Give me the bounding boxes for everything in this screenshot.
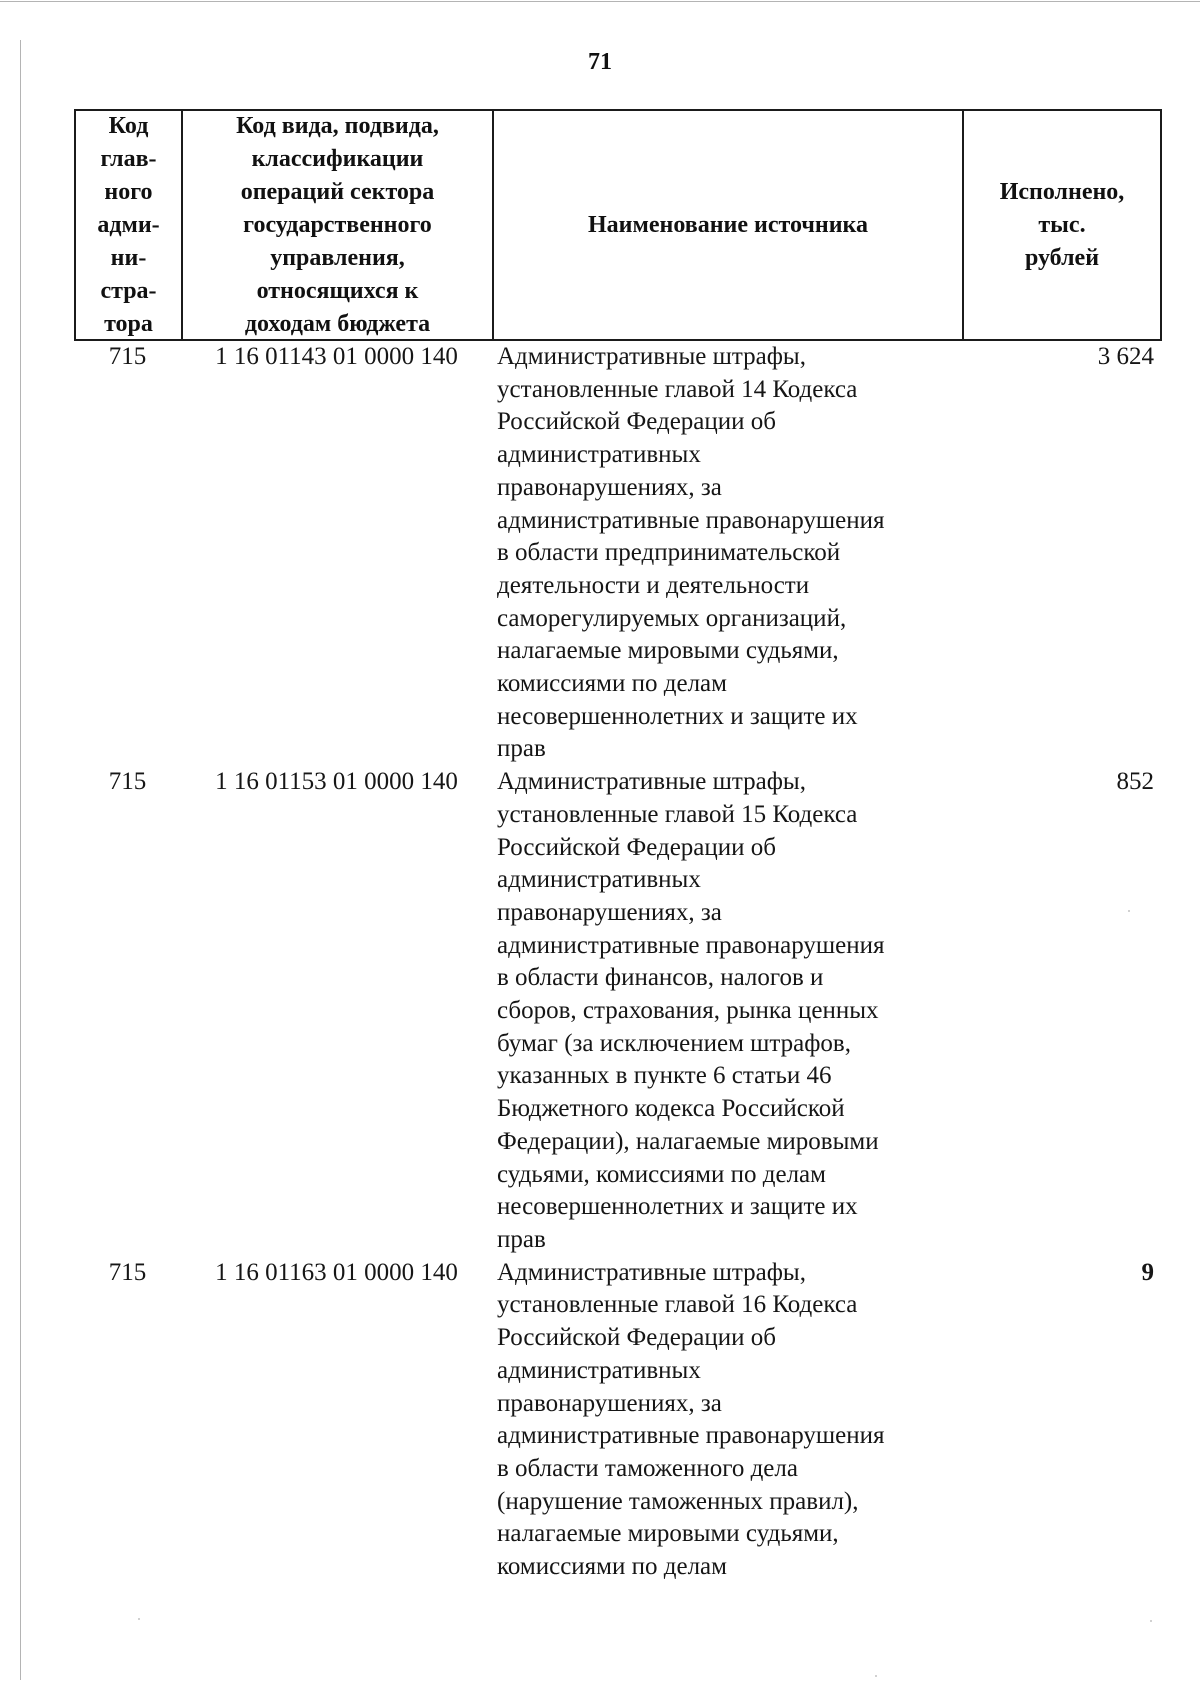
admin-code-cell: 715 — [108, 343, 147, 370]
amount-cell: 9 — [1141, 1258, 1154, 1286]
scan-speck — [1150, 1620, 1152, 1622]
table-row — [74, 341, 1162, 766]
source-name-cell: Административные штрафы, установленные главой 15 Кодекса Российской Федерации об административных правонарушениях, за административные правонарушения в области финансов, налогов и сборов, страхования, рынка ценных бумаг (за исключением штрафов, указанных в пункте 6 статьи 46 Бюджетного кодекса Российской Федерации), налагаемые мировыми судьями, комиссиями по делам несовершеннолетних и защите их прав — [497, 768, 885, 1253]
scan-speck — [875, 1675, 877, 1677]
scan-left-edge — [20, 40, 21, 1680]
source-name-cell: Административные штрафы, установленные главой 16 Кодекса Российской Федерации об административных правонарушениях, за административные правонарушения в области таможенного дела (нарушение таможенных правил), налагаемые мировыми судьями, комиссиями по делам — [497, 1258, 885, 1581]
scan-speck — [138, 1618, 140, 1620]
header-source-name: Наименование источника — [494, 111, 964, 339]
amount-cell: 852 — [1116, 768, 1154, 796]
header-admin-code: Код глав- ного адми- ни- стра- тора — [76, 111, 183, 339]
income-code-cell: 1 16 01143 01 0000 140 — [215, 343, 458, 370]
admin-code-cell: 715 — [108, 1258, 147, 1286]
page-number: 71 — [588, 49, 612, 75]
amount-cell: 3 624 — [1097, 343, 1154, 370]
scan-speck — [1128, 910, 1130, 912]
scan-top-edge — [0, 1, 1200, 2]
source-name-cell: Административные штрафы, установленные главой 14 Кодекса Российской Федерации об административных правонарушениях, за административные правонарушения в области предпринимательской деятельности и деятельности саморегулируемых организаций, налагаемые мировыми судьями, комиссиями по делам несовершеннолетних и защите их прав — [497, 343, 885, 763]
table-row — [74, 1257, 1162, 1584]
header-executed-amount: Исполнено, тыс. рублей — [999, 178, 1125, 271]
header-income-code: Код вида, подвида, классификации операций сектора государственного управления, относящихся к доходам бюджета — [183, 111, 494, 339]
table-body — [74, 341, 1162, 1584]
table-row — [74, 766, 1162, 1257]
admin-code-cell: 715 — [108, 768, 147, 796]
table-header — [74, 109, 1162, 341]
income-code-cell: 1 16 01163 01 0000 140 — [215, 1258, 458, 1286]
income-code-cell: 1 16 01153 01 0000 140 — [215, 768, 458, 796]
